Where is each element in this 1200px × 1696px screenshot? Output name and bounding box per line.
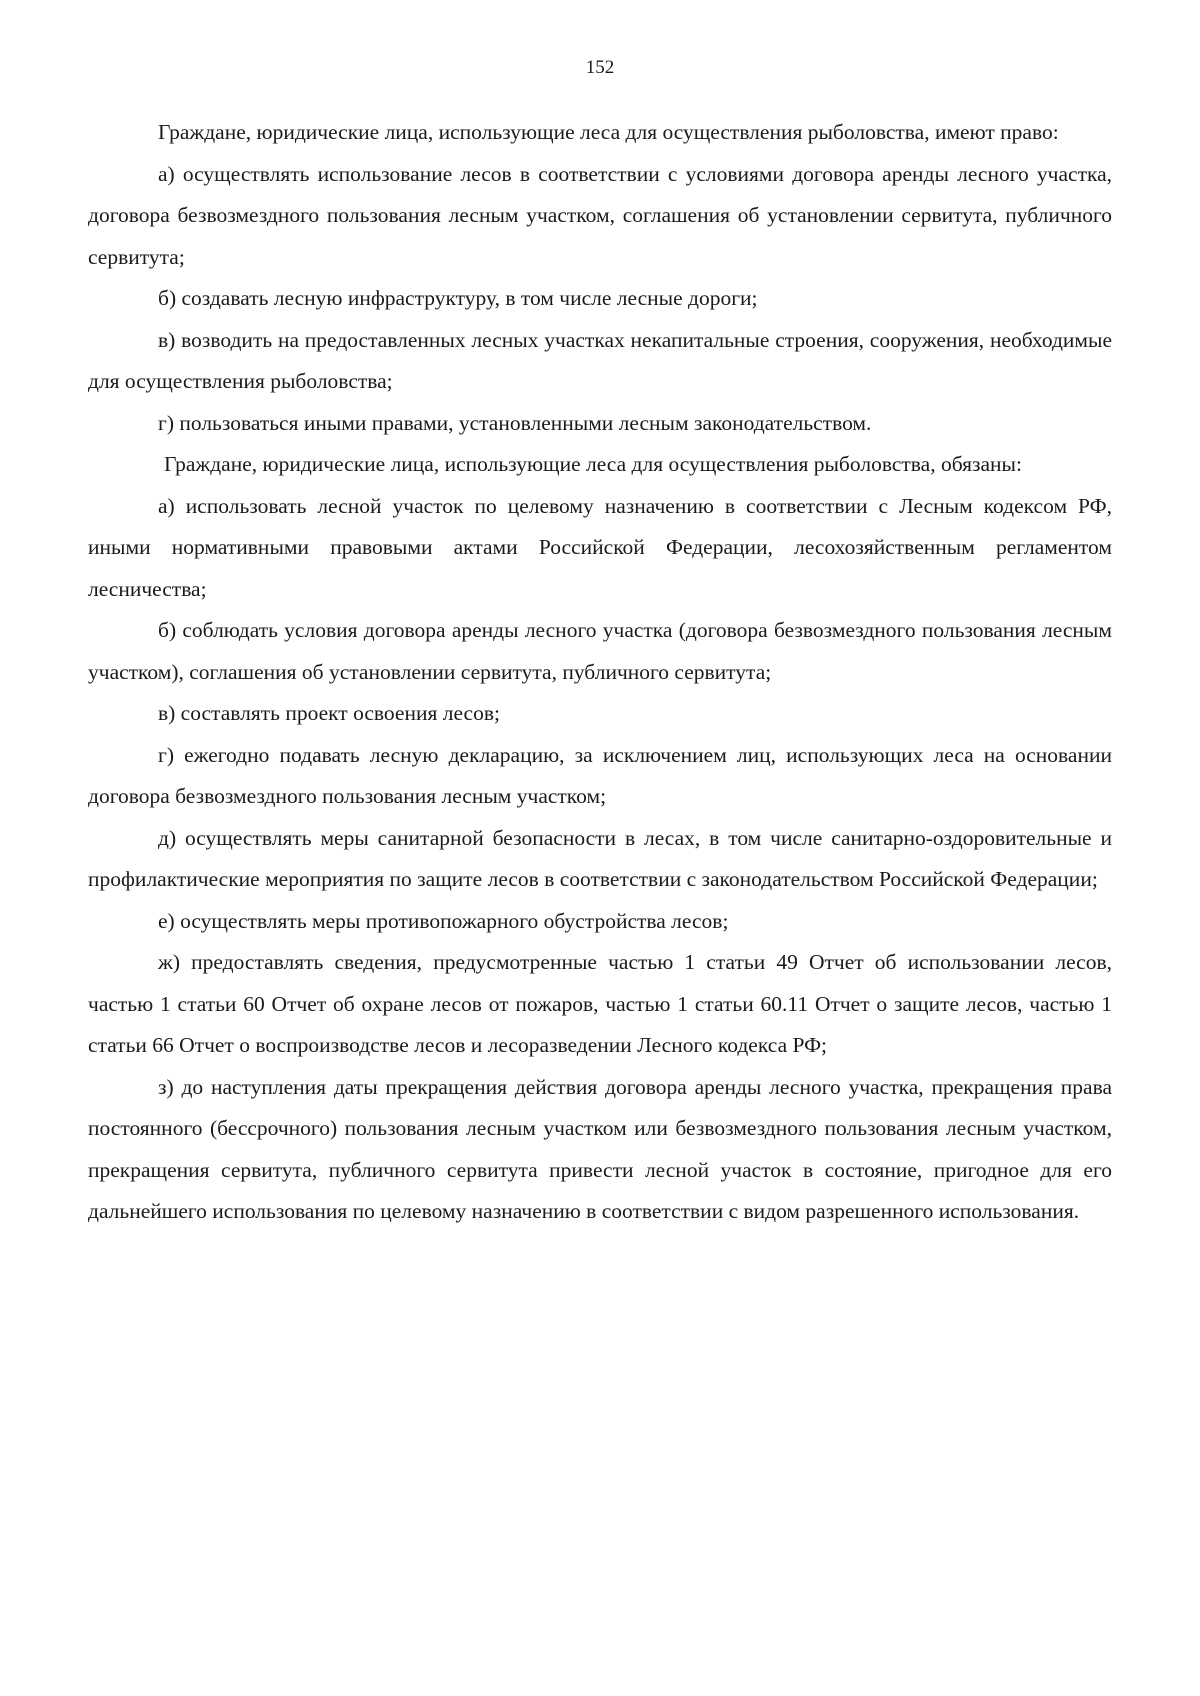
paragraph-obligation-e: е) осуществлять меры противопожарного обустройства лесов; — [158, 908, 729, 933]
paragraph-fishing-rights-intro: Граждане, юридические лица, использующие леса для осуществления рыболовства, имеют право: — [158, 120, 1059, 144]
document-body — [88, 112, 1112, 1233]
paragraph-obligation-v: в) составлять проект освоения лесов; — [158, 701, 500, 725]
paragraph-obligation-b: б) соблюдать условия договора аренды лесного участка (договора безвозмездного пользования лесным участком), соглашения об установлении сервитута, публичного сервитута; — [88, 618, 1112, 684]
paragraph-obligation-d: д) осуществлять меры санитарной безопасности в лесах, в том числе санитарно-оздоровительные и профилактические мероприятия по защите лесов в соответствии с законодательством Российской Федерации; — [88, 825, 1112, 891]
paragraph-right-v: в) возводить на предоставленных лесных участках некапитальные строения, сооружения, необходимые для осуществления рыболовства; — [88, 327, 1112, 393]
paragraph-right-a: а) осуществлять использование лесов в соответствии с условиями договора аренды лесного участка, договора безвозмездного пользования лесным участком, соглашения об установлении сервитута, публичного сервитута; — [88, 161, 1112, 269]
page-number: 152 — [585, 57, 615, 78]
paragraph-obligation-g: г) ежегодно подавать лесную декларацию, за исключением лиц, использующих леса на основании договора безвозмездного пользования лесным участком; — [88, 742, 1112, 808]
paragraph-obligation-zh: ж) предоставлять сведения, предусмотренные частью 1 статьи 49 Отчет об использовании лесов, частью 1 статьи 60 Отчет об охране лесов от пожаров, частью 1 статьи 60.11 Отчет о защите лесов, частью 1 статьи 66 Отчет о воспроизводстве лесов и лесоразведении Лесного кодекса РФ; — [88, 950, 1112, 1057]
paragraph-obligation-z: з) до наступления даты прекращения действия договора аренды лесного участка, прекращения права постоянного (бессрочного) пользования лесным участком или безвозмездного пользования лесным участком, прекращения сервитута, публичного сервитута привести лесной участок в состояние, пригодное для его дальнейшего использования по целевому назначению в соответствии с видом разрешенного использования. — [88, 1074, 1112, 1223]
paragraph-obligations-intro: Граждане, юридические лица, использующие леса для осуществления рыболовства, обязаны: — [164, 452, 1022, 476]
paragraph-right-g: г) пользоваться иными правами, установленными лесным законодательством. — [158, 410, 872, 435]
paragraph-right-b: б) создавать лесную инфраструктуру, в том числе лесные дороги; — [158, 286, 758, 310]
paragraph-obligation-a: а) использовать лесной участок по целевому назначению в соответствии с Лесным кодексом РФ, иными нормативными правовыми актами Российской Федерации, лесохозяйственным регламентом лесничества; — [88, 493, 1112, 601]
